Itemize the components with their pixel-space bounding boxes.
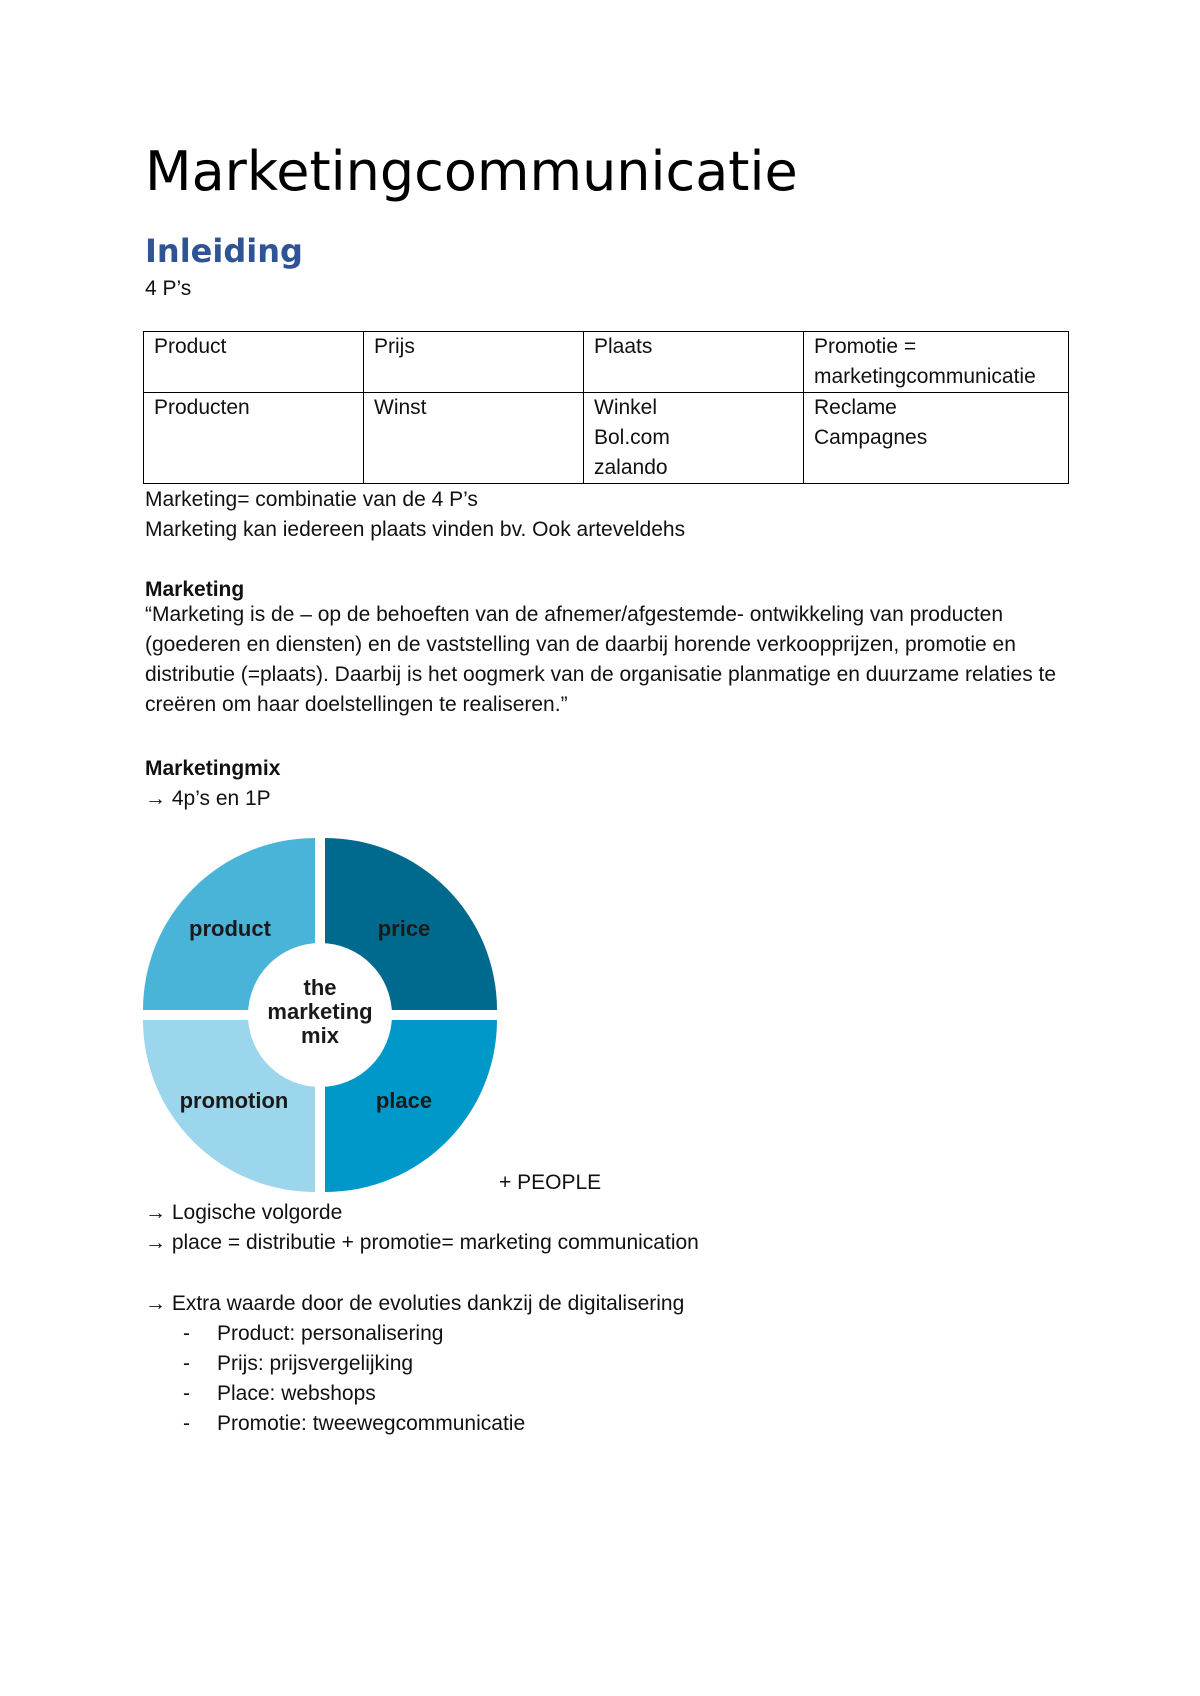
cell-text-line: Campagnes (814, 426, 928, 449)
document-title: Marketingcommunicatie (145, 140, 798, 203)
table-cell (364, 393, 584, 484)
marketingmix-heading: Marketingmix (145, 757, 281, 780)
table-cell (144, 393, 364, 484)
extra-value-heading: → Extra waarde door de evoluties dankzij de digitalisering (145, 1292, 685, 1315)
table-header-plaats: Plaats (594, 335, 653, 358)
cell-text-line: marketingcommunicatie (814, 365, 1036, 388)
list-dash: - (183, 1412, 190, 1435)
table-cell (584, 332, 804, 393)
center-label-line: marketing (267, 999, 373, 1024)
table-cell (364, 332, 584, 393)
cell-text-line: Reclame (814, 396, 897, 419)
arrow-line: → place = distributie + promotie= marketing communication (145, 1231, 699, 1254)
table-cell-producten: Producten (154, 396, 250, 419)
list-item (145, 1349, 525, 1379)
table-header-prijs: Prijs (374, 335, 415, 358)
table-header-product: Product (154, 335, 227, 358)
table-row (144, 393, 1069, 484)
section-heading-inleiding: Inleiding (145, 232, 303, 270)
table-cell-winst: Winst (374, 396, 427, 419)
marketing-heading: Marketing (145, 578, 245, 601)
cell-text-line: Bol.com (594, 426, 670, 449)
center-label-line: mix (301, 1023, 339, 1048)
center-label-line: the (303, 975, 337, 1000)
list-item (145, 1409, 525, 1439)
table-header-row (144, 332, 1069, 393)
segment-label-price: price (377, 916, 431, 941)
marketing-mix-diagram (143, 838, 497, 1192)
table-cell-promotie-values (814, 393, 1058, 453)
list-item-text: Product: personalisering (217, 1322, 444, 1345)
table-cell (584, 393, 804, 484)
evolution-list (145, 1319, 525, 1439)
cell-text-line: Winkel (594, 396, 658, 419)
text-line: Marketing= combinatie van de 4 P’s (145, 488, 478, 511)
table-header-promotie (814, 332, 1058, 392)
text-line: Marketing kan iedereen plaats vinden bv. Ook arteveldehs (145, 518, 686, 541)
table-cell-plaats-values (594, 393, 793, 483)
arrow-line: → Logische volgorde (145, 1201, 343, 1224)
segment-label-product: product (189, 916, 271, 941)
list-item-text: Place: webshops (217, 1382, 376, 1405)
segment-label-place: place (375, 1088, 433, 1113)
table-cell (804, 332, 1069, 393)
list-dash: - (183, 1352, 190, 1375)
list-dash: - (183, 1322, 190, 1345)
segment-label-promotion: promotion (179, 1088, 289, 1113)
marketing-definition: “Marketing is de – op de behoeften van de afnemer/afgestemde- ontwikkeling van producten (goederen en diensten) en de vaststelling van de daarbij horende verkoopprijzen, promotie en distributie (=plaats). Daarbij is het oogmerk van de organisatie planmatige en duurzame relaties te creëren om haar doelstellingen te realiseren.” (145, 603, 1057, 716)
people-note: + PEOPLE (499, 1171, 602, 1194)
four-ps-table (143, 331, 1069, 484)
cell-text-line: zalando (594, 456, 668, 479)
table-cell (144, 332, 364, 393)
subtitle-4ps: 4 P’s (145, 277, 192, 300)
list-item-text: Promotie: tweewegcommunicatie (217, 1412, 526, 1435)
list-dash: - (183, 1382, 190, 1405)
marketingmix-subline: → 4p’s en 1P (145, 787, 271, 810)
cell-text-line: Promotie = (814, 335, 917, 358)
list-item (145, 1379, 525, 1409)
list-item (145, 1319, 525, 1349)
list-item-text: Prijs: prijsvergelijking (217, 1352, 414, 1375)
table-cell (804, 393, 1069, 484)
